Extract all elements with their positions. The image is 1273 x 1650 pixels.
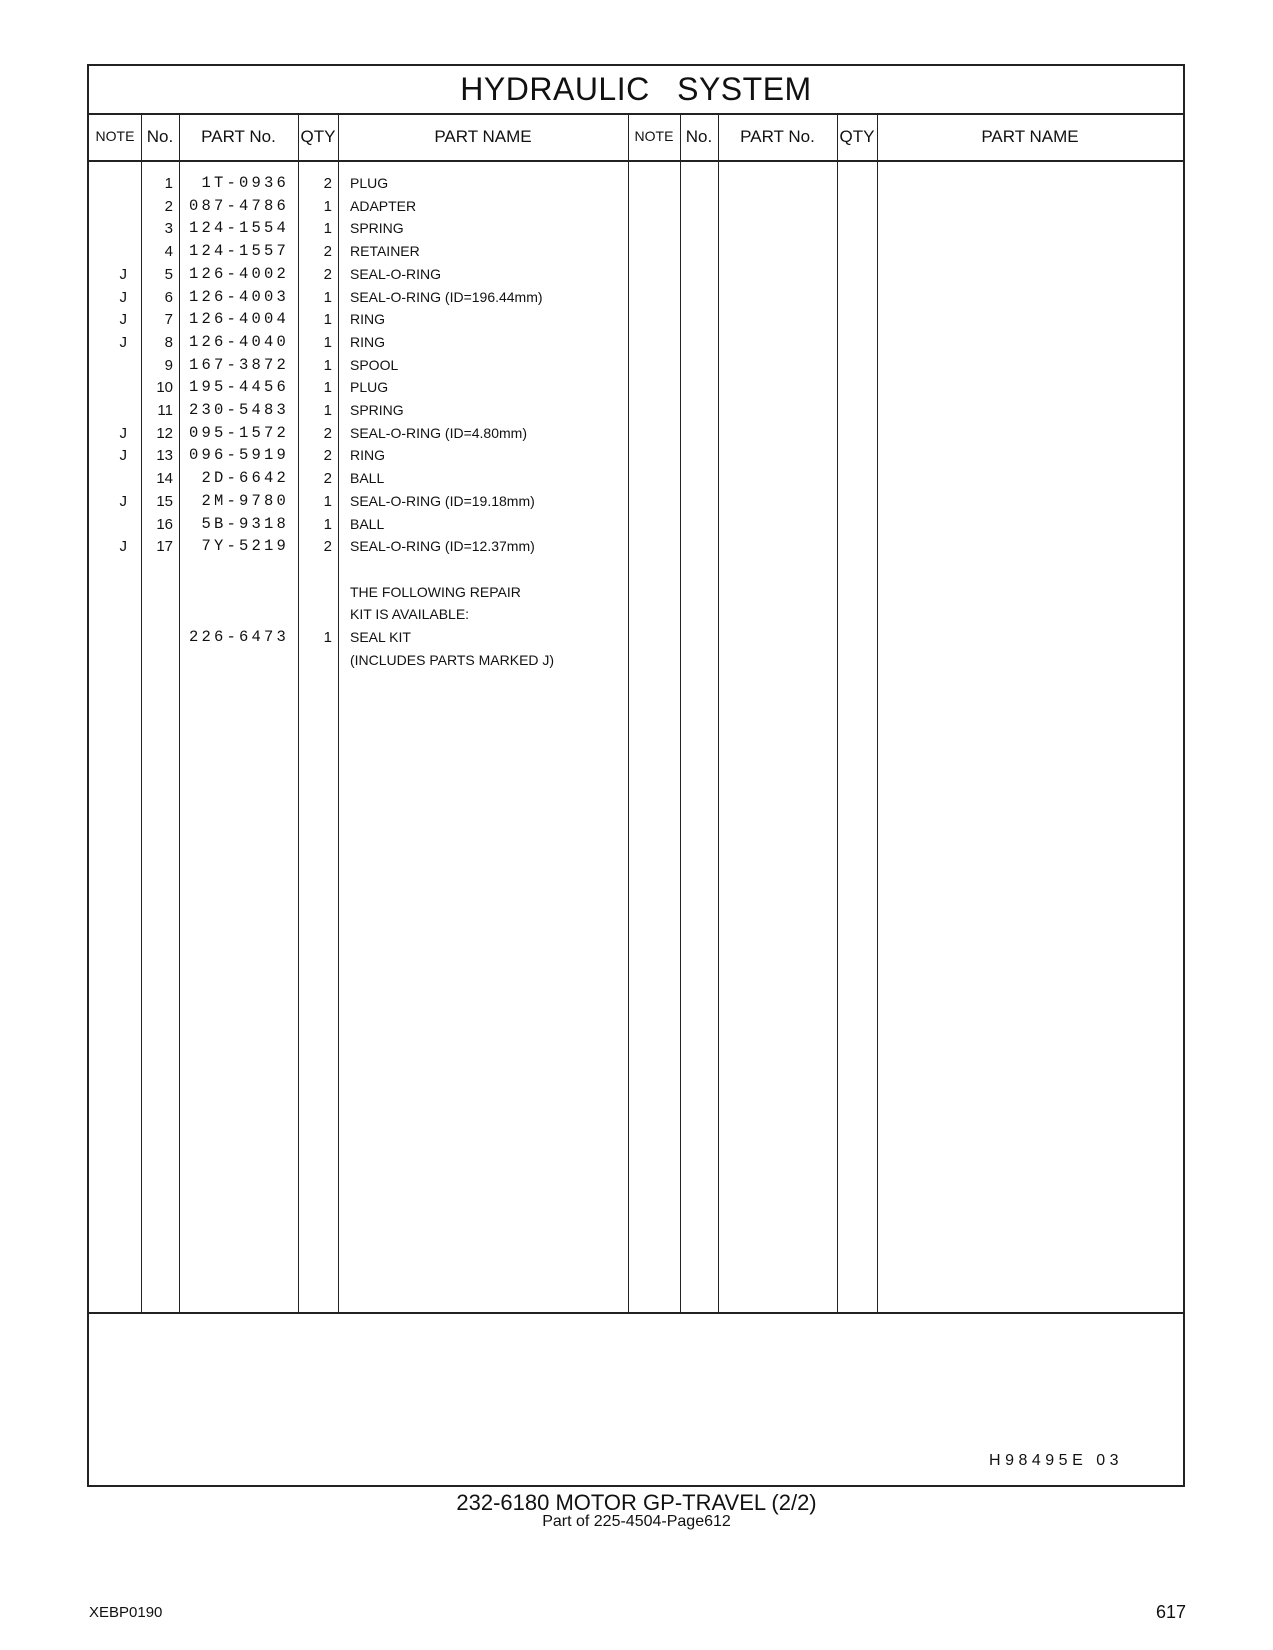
page-number: 617 [1155, 1602, 1186, 1622]
row-part-no: 126-4002 [188, 264, 289, 283]
table-row [89, 217, 1183, 240]
table-row [89, 649, 1183, 672]
row-qty: 1 [323, 356, 332, 374]
header-no-right: No. [685, 127, 713, 146]
row-part-no: 167-3872 [188, 355, 289, 374]
row-qty: 2 [323, 424, 332, 442]
table-row [89, 331, 1183, 354]
page-subtitle: Part of 225-4504-Page612 [542, 1513, 731, 1530]
row-item-no: 6 [164, 288, 173, 306]
drawing-code: H98495E 03 [989, 1452, 1123, 1469]
row-part-name: PLUG [350, 175, 389, 191]
row-part-name: KIT IS AVAILABLE: [350, 606, 470, 623]
table-row [89, 444, 1183, 467]
page-title: 232-6180 MOTOR GP-TRAVEL (2/2) [456, 1490, 817, 1515]
footer-divider [89, 1312, 1183, 1314]
row-qty: 1 [323, 379, 332, 397]
row-item-no: 9 [164, 356, 173, 374]
row-item-no: 13 [156, 447, 173, 465]
row-item-no: 14 [156, 470, 173, 488]
row-item-no: 8 [164, 333, 173, 351]
row-part-name: RING [350, 333, 385, 350]
row-item-no: 12 [156, 424, 173, 442]
row-note: J [119, 288, 127, 306]
table-row [89, 308, 1183, 331]
row-qty: 1 [323, 288, 332, 306]
row-part-name: RETAINER [350, 243, 420, 260]
row-part-no: 126-4003 [188, 287, 289, 306]
row-item-no: 10 [156, 379, 173, 397]
row-qty: 2 [323, 538, 332, 556]
table-row [89, 626, 1183, 649]
row-qty: 2 [323, 447, 332, 465]
row-item-no: 16 [156, 515, 173, 533]
row-part-no: 2M-9780 [201, 491, 289, 510]
row-item-no: 7 [164, 311, 173, 329]
row-note: J [119, 447, 127, 465]
header-part-name-left: PART NAME [434, 127, 532, 146]
row-part-name: (INCLUDES PARTS MARKED J) [350, 651, 555, 668]
row-part-no: 7Y-5219 [201, 537, 289, 556]
header-no-left: No. [146, 127, 174, 146]
section-title: HYDRAULIC SYSTEM [89, 66, 1183, 115]
table-row [89, 513, 1183, 536]
row-note: J [119, 265, 127, 283]
row-qty: 2 [323, 175, 332, 192]
row-part-name: SEAL-O-RING (ID=4.80mm) [350, 424, 527, 441]
row-qty: 1 [323, 311, 332, 329]
row-part-no: 230-5483 [188, 401, 289, 419]
row-item-no: 4 [164, 243, 173, 261]
row-part-no: 095-1572 [188, 423, 289, 442]
row-part-name: BALL [350, 470, 385, 487]
table-row [89, 354, 1183, 377]
table-row [89, 467, 1183, 490]
table-row [89, 240, 1183, 263]
table-row [89, 422, 1183, 445]
row-qty: 2 [323, 470, 332, 488]
row-qty: 1 [323, 629, 332, 646]
row-part-name: ADAPTER [350, 197, 417, 214]
row-part-no: 226-6473 [188, 628, 289, 646]
row-note: J [119, 492, 127, 510]
row-part-name: SPRING [350, 220, 404, 237]
table-row [89, 581, 1183, 604]
header-part-name-right: PART NAME [981, 127, 1079, 146]
row-part-no: 195-4456 [188, 378, 289, 397]
document-id: XEBP0190 [89, 1604, 163, 1621]
row-qty: 1 [323, 197, 332, 215]
table-row [89, 603, 1183, 626]
table-row [89, 172, 1183, 195]
row-part-name: SPRING [350, 402, 404, 418]
table-row [89, 195, 1183, 218]
row-item-no: 3 [164, 220, 173, 238]
row-item-no: 1 [164, 175, 173, 192]
row-item-no: 5 [164, 265, 173, 283]
row-note: J [119, 311, 127, 329]
row-note: J [119, 333, 127, 351]
row-part-name: RING [350, 311, 385, 328]
table-row [89, 376, 1183, 399]
row-part-name: SEAL-O-RING (ID=12.37mm) [350, 538, 535, 555]
row-part-name: SEAL-O-RING [350, 265, 442, 282]
row-part-no: 124-1554 [188, 219, 289, 238]
row-part-no: 126-4040 [188, 332, 289, 351]
row-part-no: 5B-9318 [201, 514, 289, 533]
row-qty: 2 [323, 243, 332, 261]
table-header [89, 113, 1183, 162]
header-qty-left: QTY [300, 127, 336, 146]
row-qty: 1 [323, 220, 332, 238]
row-part-name: PLUG [350, 379, 389, 396]
row-part-no: 096-5919 [188, 446, 289, 465]
row-note: J [119, 424, 127, 442]
header-note-right: NOTE [634, 128, 674, 144]
row-item-no: 2 [164, 197, 173, 215]
table-row [89, 490, 1183, 513]
row-qty: 1 [323, 333, 332, 351]
header-qty-right: QTY [839, 127, 875, 146]
parts-table-frame [87, 64, 1185, 1487]
row-item-no: 15 [156, 492, 173, 510]
table-row [89, 558, 1183, 581]
table-row [89, 286, 1183, 309]
row-note: J [119, 538, 127, 556]
row-part-name: RING [350, 447, 385, 464]
header-part-no-right: PART No. [740, 127, 815, 146]
row-part-name: THE FOLLOWING REPAIR [350, 583, 521, 600]
header-part-no-left: PART No. [201, 127, 276, 146]
row-part-name: SEAL-O-RING (ID=196.44mm) [350, 288, 543, 305]
row-part-no: 1T-0936 [201, 174, 289, 192]
row-part-no: 124-1557 [188, 242, 289, 261]
header-note-left: NOTE [95, 128, 135, 144]
table-row [89, 399, 1183, 422]
table-row [89, 535, 1183, 558]
row-item-no: 17 [156, 538, 173, 556]
row-part-name: SEAL-O-RING (ID=19.18mm) [350, 492, 535, 509]
row-qty: 2 [323, 265, 332, 283]
row-qty: 1 [323, 492, 332, 510]
row-qty: 1 [323, 515, 332, 533]
row-part-name: SEAL KIT [350, 629, 411, 645]
row-part-no: 2D-6642 [201, 469, 289, 488]
row-part-no: 087-4786 [188, 196, 289, 215]
row-item-no: 11 [157, 402, 173, 419]
row-part-name: SPOOL [350, 356, 399, 373]
row-qty: 1 [323, 402, 332, 419]
row-part-no: 126-4004 [188, 310, 289, 329]
row-part-name: BALL [350, 515, 385, 532]
table-row [89, 263, 1183, 286]
